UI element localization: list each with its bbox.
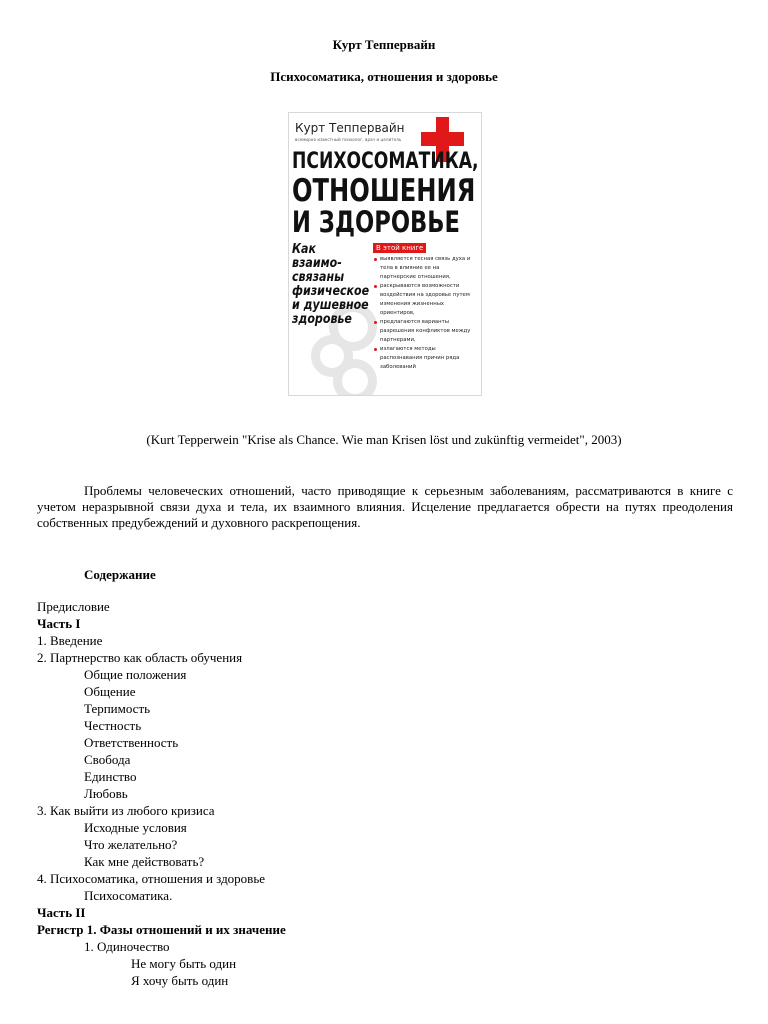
author-heading: Курт Теппервайн bbox=[332, 37, 436, 52]
toc-item: Часть II bbox=[37, 905, 86, 920]
toc-item: Ответственность bbox=[84, 735, 179, 750]
toc-item: Что желательно? bbox=[84, 837, 178, 852]
cover-title-line: И ЗДОРОВЬЕ bbox=[292, 205, 461, 239]
toc-item: 3. Как выйти из любого кризиса bbox=[37, 803, 215, 818]
original-title: (Kurt Tepperwein "Krise als Chance. Wie man Krisen löst und zukünftig vermeidet", 2003) bbox=[146, 432, 622, 447]
toc-item: 2. Партнерство как область обучения bbox=[37, 650, 243, 665]
book-cover-image bbox=[288, 112, 482, 396]
toc-item: Не могу быть один bbox=[131, 956, 237, 971]
toc-item: Как мне действовать? bbox=[84, 854, 205, 869]
toc-item: Общие положения bbox=[84, 667, 187, 682]
toc-item: Регистр 1. Фазы отношений и их значение bbox=[37, 922, 286, 937]
toc-item: Предисловие bbox=[37, 599, 110, 614]
toc-item: Я хочу быть один bbox=[131, 973, 229, 988]
abstract-paragraph: Проблемы человеческих отношений, часто приводящие к серьезным заболеваниям, рассматриваются в книге с учетом неразрывной связи духа и тела, их взаимного влияния. Исцеление предлагается обрести на путях преодоления собственных предубеждений и духовного раскрепощения. bbox=[37, 483, 733, 530]
toc-item: 4. Психосоматика, отношения и здоровье bbox=[37, 871, 266, 886]
cover-subtitle-line: Как bbox=[292, 242, 316, 257]
cover-subtitle-line: физическое bbox=[292, 284, 370, 299]
cover-box-list bbox=[373, 255, 477, 372]
red-cross-icon bbox=[421, 132, 464, 146]
table-of-contents bbox=[0, 598, 768, 989]
cover-box-item: излагаются методы распознавания причин ряда заболеваний bbox=[373, 345, 477, 372]
cover-subtitle-line: и душевное bbox=[292, 298, 369, 313]
cover-subtitle bbox=[292, 243, 369, 327]
toc-item: Часть I bbox=[37, 616, 81, 631]
cover-info-box bbox=[373, 243, 479, 395]
toc-item: 1. Введение bbox=[37, 633, 103, 648]
toc-item: Терпимость bbox=[84, 701, 151, 716]
cover-subtitle-line: взаимо- bbox=[292, 256, 342, 271]
cover-box-item: выявляется тесная связь духа и тела в влияние ее на партнерские отношения, bbox=[373, 255, 477, 282]
cover-tagline: всемирно известный психолог, врач и целитель bbox=[295, 137, 402, 142]
toc-item: Единство bbox=[84, 769, 137, 784]
cover-title-line: ОТНОШЕНИЯ bbox=[292, 173, 476, 209]
cover-subtitle-line: связаны bbox=[292, 270, 345, 285]
book-title: Психосоматика, отношения и здоровье bbox=[270, 69, 498, 84]
toc-item: Исходные условия bbox=[84, 820, 187, 835]
toc-item: Честность bbox=[84, 718, 142, 733]
toc-item: Общение bbox=[84, 684, 136, 699]
toc-item: Любовь bbox=[84, 786, 128, 801]
cover-box-item: раскрываются возможности воздействия на здоровье путем изменения жизненных ориентиров, bbox=[373, 282, 477, 318]
toc-item: Свобода bbox=[84, 752, 131, 767]
cover-box-item: предлагаются варианты разрешения конфликтов между партнерами, bbox=[373, 318, 477, 345]
cover-title-line: ПСИХОСОМАТИКА, bbox=[292, 149, 479, 174]
cover-decoration bbox=[333, 359, 377, 396]
cover-author: Курт Теппервайн bbox=[295, 121, 405, 135]
toc-heading: Содержание bbox=[84, 567, 156, 582]
toc-item: Психосоматика. bbox=[84, 888, 173, 903]
cover-box-title: В этой книге bbox=[373, 243, 426, 253]
cover-subtitle-line: здоровье bbox=[292, 312, 352, 327]
toc-item: 1. Одиночество bbox=[84, 939, 170, 954]
